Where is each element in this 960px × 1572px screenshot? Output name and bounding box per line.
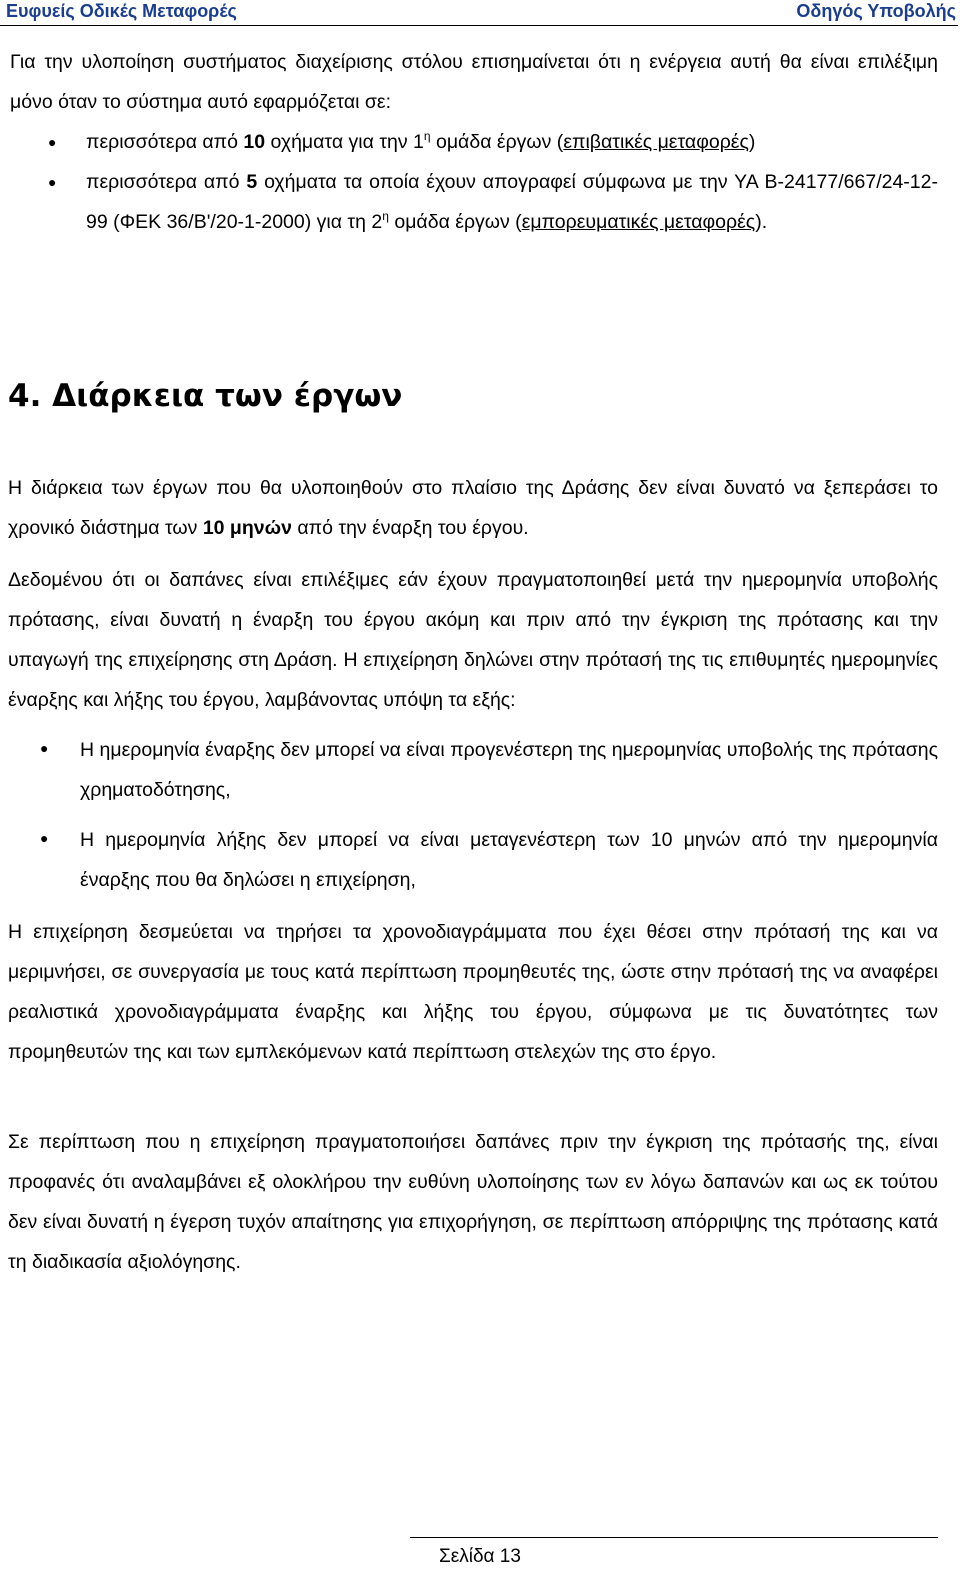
bullet-text: οχήματα για την 1 [265, 131, 424, 153]
bullet-text: ) [748, 131, 756, 153]
page-number: Σελίδα 13 [439, 1546, 521, 1567]
bullet-dot-icon: ● [40, 742, 49, 757]
bullet-text: οχήματα τα οποία έχουν απογραφεί σύμφωνα με την ΥΑ Β-24177/667/24-12-99 (ΦΕΚ 36/Β'/20-1-2000) για τη 2 [86, 171, 938, 233]
intro-bullet-1 [48, 122, 960, 162]
end-date-bullet: Η ημερομηνία λήξης δεν μπορεί να είναι μεταγενέστερη των 10 μηνών από την ημερομηνία έναρξης που θα δηλώσει η επιχείρηση, [80, 829, 938, 891]
superscript: η [423, 129, 431, 143]
eligibility-paragraph: Δεδομένου ότι οι δαπάνες είναι επιλέξιμες εάν έχουν πραγματοποιηθεί μετά την ημερομηνία υποβολής πρότασης, είναι δυνατή η έναρξη του έργου ακόμη και πριν από την έγκριση της πρότασης και την υπαγωγή της επιχείρησης στη Δράση. Η επιχείρηση δηλώνει στην πρότασή της τις επιθυμητές ημερομηνίες έναρξης και λήξης του έργου, λαμβάνοντας υπόψη τα εξής: [8, 569, 938, 711]
duration-paragraph [8, 468, 938, 548]
paragraph-text: Η διάρκεια των έργων που θα υλοποιηθούν στο πλαίσιο της Δράσης δεν είναι δυνατό να ξεπεράσει το χρονικό διάστημα των [8, 477, 938, 539]
section-heading: 4. Διάρκεια των έργων [8, 378, 403, 414]
start-date-bullet: Η ημερομηνία έναρξης δεν μπορεί να είναι προγενέστερη της ημερομηνίας υποβολής της πρότασης χρηματοδότησης, [80, 739, 938, 801]
bullet-text: περισσότερα από [86, 171, 247, 193]
footer-divider [410, 1537, 938, 1538]
paragraph-text: από την έναρξη του έργου. [291, 517, 529, 539]
commitment-paragraph: Η επιχείρηση δεσμεύεται να τηρήσει τα χρονοδιαγράμματα που έχει θέσει στην πρότασή της και να μεριμνήσει, σε συνεργασία με τους κατά περίπτωση προμηθευτές της, ώστε στην πρότασή της να αναφέρει ρεαλιστικά χρονοδιαγράμματα έναρξης και λήξης του έργου, σύμφωνα με τις δυνατότητες των προμηθευτών της και των εμπλεκόμενων κατά περίπτωση στελεχών της στο έργο. [8, 921, 938, 1063]
intro-bullet-2 [48, 162, 938, 242]
bullet-number: 5 [246, 171, 258, 193]
bullet-dot-icon: ● [48, 174, 57, 190]
bullet-number: 10 [243, 131, 266, 153]
superscript: η [382, 209, 389, 223]
responsibility-paragraph: Σε περίπτωση που η επιχείρηση πραγματοποιήσει δαπάνες πριν την έγκριση της πρότασής της, είναι προφανές ότι αναλαμβάνει εξ ολοκλήρου την ευθύνη υλοποίησης των εν λόγω δαπανών και ως εκ τούτου δεν είναι δυνατή η έγερση τυχόν απαίτησης για επιχορήγηση, σε περίπτωση απόρριψης της πρότασης κατά τη διαδικασία αξιολόγησης. [8, 1131, 938, 1273]
header-title: Ευφυείς Οδικές Μεταφορές [6, 1, 237, 21]
underlined-term: επιβατικές μεταφορές [563, 131, 749, 153]
header-divider [0, 25, 958, 26]
intro-paragraph: Για την υλοποίηση συστήματος διαχείρισης στόλου επισημαίνεται ότι η ενέργεια αυτή θα είναι επιλέξιμη μόνο όταν το σύστημα αυτό εφαρμόζεται σε: [10, 51, 938, 113]
underlined-term: εμπορευματικές μεταφορές [521, 211, 756, 233]
bullet-text: περισσότερα από [86, 131, 244, 153]
bullet-text: ). [755, 211, 768, 233]
bold-duration: 10 μηνών [202, 517, 292, 539]
bullet-text: ομάδα έργων ( [388, 211, 522, 233]
header-guide-title: Οδηγός Υποβολής [796, 1, 956, 21]
bullet-dot-icon: ● [40, 832, 49, 847]
bullet-text: ομάδα έργων ( [430, 131, 564, 153]
bullet-dot-icon: ● [48, 134, 57, 150]
